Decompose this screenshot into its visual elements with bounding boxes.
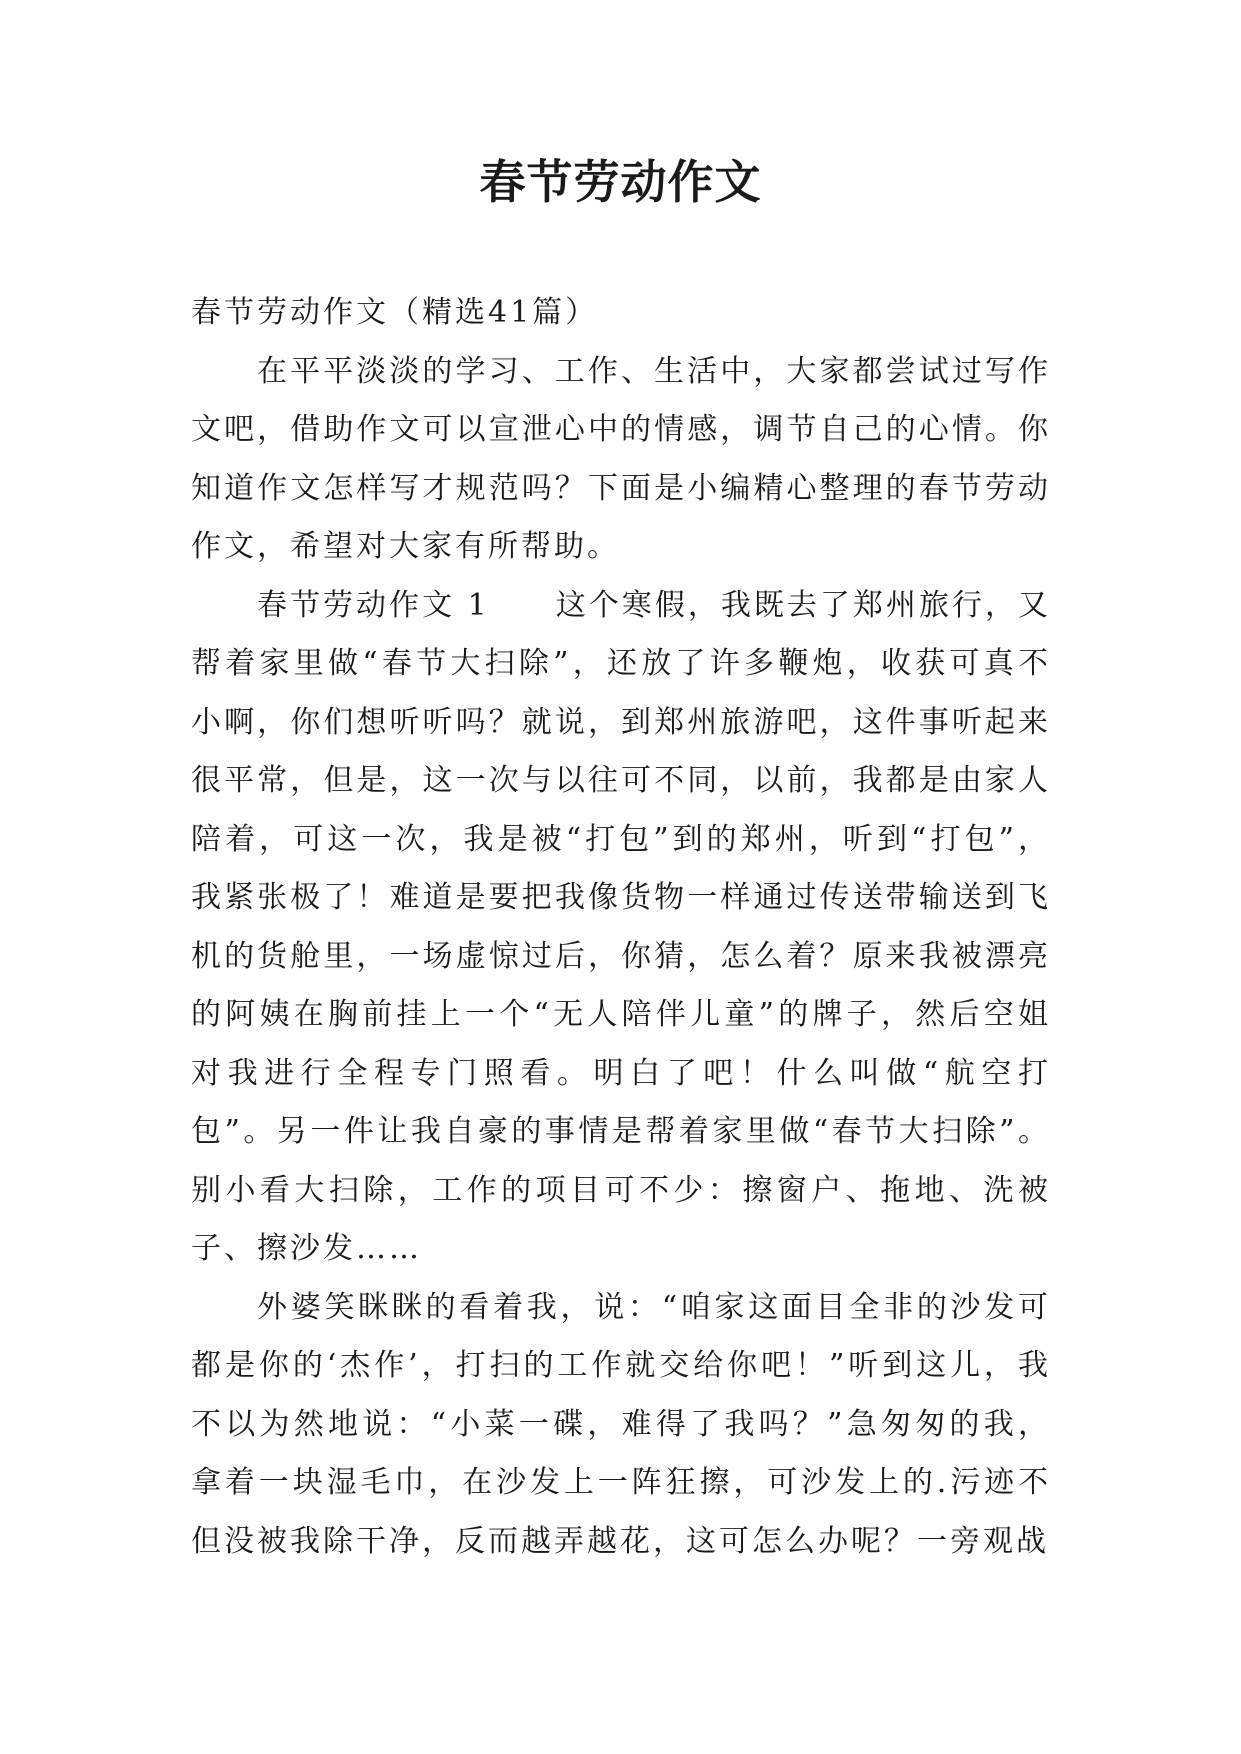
document-subtitle: 春节劳动作文（精选41篇） [191, 295, 599, 330]
paragraph-essay-1-continued: 外婆笑眯眯的看着我，说：“咱家这面目全非的沙发可都是你的‘杰作’，打扫的工作就交给你吧！”听到这儿，我不以为然地说：“小菜一碟，难得了我吗？”急匆匆的我，拿着一块湿毛巾，在沙发上一阵狂擦，可沙发上的.污迹不但没被我除干净，反而越弄越花，这可怎么办呢？一旁观战 [191, 1289, 1051, 1559]
document-title: 春节劳动作文 [479, 155, 762, 209]
document-body [191, 284, 1051, 1571]
paragraph-intro: 在平平淡淡的学习、工作、生活中，大家都尝试过写作文吧，借助作文可以宣泄心中的情感，调节自己的心情。你知道作文怎样写才规范吗？下面是小编精心整理的春节劳动作文，希望对大家有所帮助。 [191, 353, 1051, 564]
paragraph-essay-1: 春节劳动作文 1 这个寒假，我既去了郑州旅行，又帮着家里做“春节大扫除”，还放了许多鞭炮，收获可真不小啊，你们想听听吗？就说，到郑州旅游吧，这件事听起来很平常，但是，这一次与以往可不同，以前，我都是由家人陪着，可这一次，我是被“打包”到的郑州，听到“打包”，我紧张极了！难道是要把我像货物一样通过传送带输送到飞机的货舱里，一场虚惊过后，你猜，怎么着？原来我被漂亮的阿姨在胸前挂上一个“无人陪伴儿童”的牌子，然后空姐对我进行全程专门照看。明白了吧！什么叫做“航空打包”。另一件让我自豪的事情是帮着家里做“春节大扫除”。别小看大扫除，工作的项目可不少：擦窗户、拖地、洗被子、擦沙发…… [191, 587, 1051, 1266]
